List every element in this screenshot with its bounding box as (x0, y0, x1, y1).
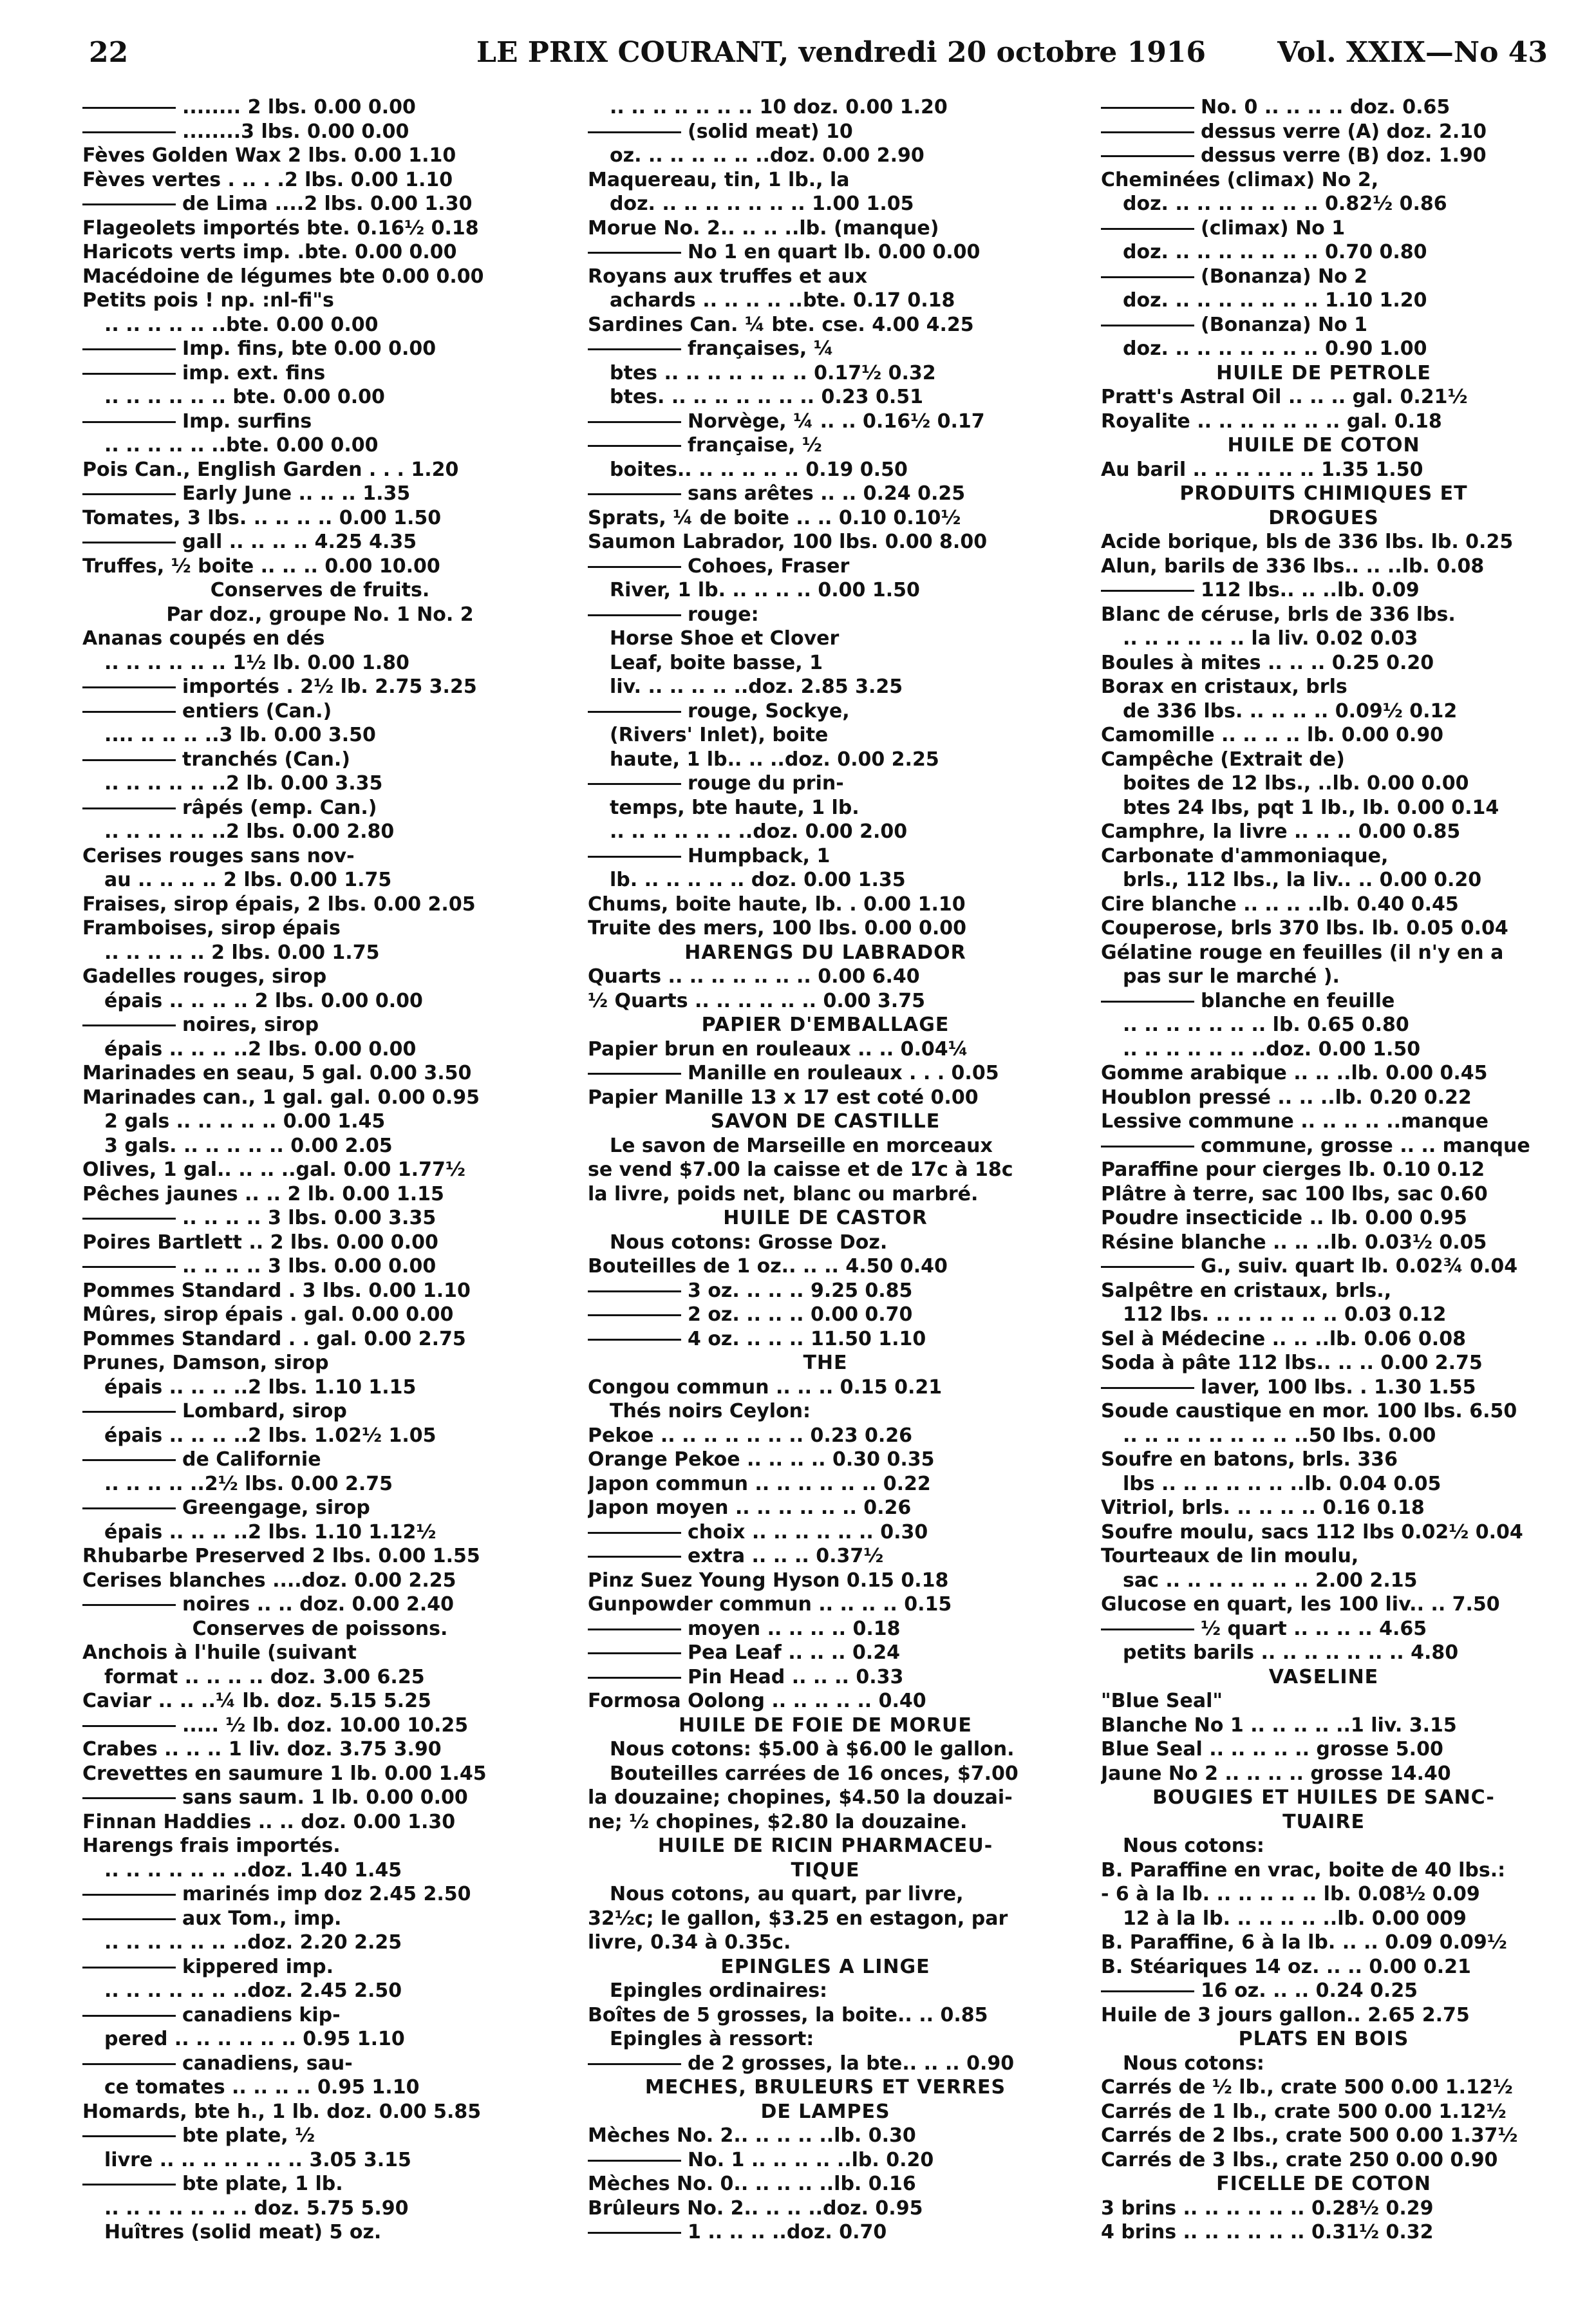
price-line: Boules à mites .. .. .. 0.25 0.20 (1101, 651, 1434, 674)
price-line: Pois Can., English Garden . . . 1.20 (82, 458, 459, 481)
price-line: Manille en rouleaux . . . 0.05 (588, 1061, 1063, 1086)
price-line: Marinades en seau, 5 gal. 0.00 3.50 (82, 1062, 472, 1084)
price-line: 112 lbs.. .. ..lb. 0.09 (1101, 578, 1546, 603)
price-line: ........3 lbs. 0.00 0.00 (82, 120, 558, 144)
section-heading: PLATS EN BOIS (1238, 2028, 1409, 2050)
price-line: B. Paraffine, 6 à la lb. .. .. 0.09 0.09½ (1101, 1931, 1507, 1954)
price-line: Haricots verts imp. .bte. 0.00 0.00 (82, 241, 457, 263)
price-line: 2 oz. .. .. .. 0.00 0.70 (588, 1303, 1063, 1327)
price-line: Flageolets importés bte. 0.16½ 0.18 (82, 216, 479, 240)
price-line: pas sur le marché ). (1123, 965, 1340, 988)
price-line: Tourteaux de lin moulu, (1101, 1545, 1359, 1567)
price-line: 12 à la lb. .. .. .. .. ..lb. 0.00 009 (1123, 1907, 1467, 1930)
price-line: gall .. .. .. .. 4.25 4.35 (82, 530, 558, 554)
price-line: (Bonanza) No 1 (1101, 313, 1546, 337)
price-line: Cheminées (climax) No 2, (1101, 168, 1379, 191)
price-line: Glucose en quart, les 100 liv.. .. 7.50 (1101, 1593, 1500, 1616)
price-column-3 (1101, 95, 1546, 2285)
section-heading: TUAIRE (1282, 1810, 1365, 1833)
price-line: 3 brins .. .. .. .. .. .. 0.28½ 0.29 (1101, 2196, 1434, 2220)
price-line: Nous cotons: $5.00 à $6.00 le gallon. (610, 1738, 1015, 1761)
section-heading: FICELLE DE COTON (1216, 2173, 1431, 2195)
price-line: Fèves vertes . .. . .2 lbs. 0.00 1.10 (82, 168, 453, 191)
price-line: Alun, barils de 336 lbs.. .. ..lb. 0.08 (1101, 554, 1485, 578)
price-line: aux Tom., imp. (82, 1907, 558, 1931)
section-heading: BOUGIES ET HUILES DE SANC- (1152, 1786, 1495, 1809)
price-line: Campêche (Extrait de) (1101, 748, 1345, 771)
section-heading: HUILE DE PETROLE (1216, 361, 1431, 384)
price-line: .. .. .. .. ..2½ lbs. 0.00 2.75 (104, 1472, 393, 1495)
section-heading: HUILE DE CASTOR (723, 1207, 928, 1229)
price-line: Japon commun .. .. .. .. .. .. 0.22 (588, 1472, 931, 1495)
volume-number: Vol. XXIX—No 43 (1277, 36, 1548, 69)
price-line: Nous cotons: (1123, 1835, 1264, 1857)
price-line: .. .. .. .. .. .. ..doz. 0.00 1.50 (1123, 1037, 1421, 1061)
price-line: noires .. .. doz. 0.00 2.40 (82, 1592, 558, 1617)
section-heading: DE LAMPES (760, 2100, 890, 2123)
price-line: marinés imp doz 2.45 2.50 (82, 1882, 558, 1907)
price-line: .... .. .. .. ..3 lb. 0.00 3.50 (104, 724, 376, 746)
section-heading: HARENGS DU LABRADOR (684, 941, 966, 964)
price-line: Macédoine de légumes bte 0.00 0.00 (82, 265, 484, 288)
price-line: .. .. .. .. .. ..bte. 0.00 0.00 (104, 434, 379, 457)
price-line: B. Stéariques 14 oz. .. .. 0.00 0.21 (1101, 1955, 1471, 1978)
price-line: livre .. .. .. .. .. .. .. 3.05 3.15 (104, 2148, 411, 2171)
page-header (77, 36, 1548, 81)
price-line: canadiens kip- (82, 2003, 558, 2028)
price-line: Congou commun .. .. .. 0.15 0.21 (588, 1375, 943, 1399)
price-line: ce tomates .. .. .. .. 0.95 1.10 (104, 2076, 420, 2099)
price-line: Epingles à ressort: (610, 2028, 814, 2050)
price-line: Nous cotons, au quart, par livre, (610, 1883, 964, 1905)
price-line: Blanc de céruse, brls de 336 lbs. (1101, 603, 1456, 626)
price-line: Leaf, boite basse, 1 (610, 651, 823, 674)
price-line: Camomille .. .. .. .. lb. 0.00 0.90 (1101, 724, 1444, 746)
price-line: dessus verre (A) doz. 2.10 (1101, 120, 1546, 144)
price-line: No. 1 .. .. .. .. ..lb. 0.20 (588, 2148, 1063, 2173)
price-line: Pêches jaunes .. .. 2 lb. 0.00 1.15 (82, 1182, 444, 1205)
price-line: btes. .. .. .. .. .. .. .. 0.23 0.51 (610, 386, 924, 408)
price-line: Pea Leaf .. .. .. 0.24 (588, 1641, 1063, 1665)
price-line: brls., 112 lbs., la liv.. .. 0.00 0.20 (1123, 869, 1482, 891)
price-line: Au baril .. .. .. .. .. .. 1.35 1.50 (1101, 458, 1423, 481)
price-line: 1 .. .. .. ..doz. 0.70 (588, 2220, 1063, 2245)
price-line: Lessive commune .. .. .. .. ..manque (1101, 1110, 1489, 1133)
price-line: Greengage, sirop (82, 1496, 558, 1520)
price-line: Quarts .. .. .. .. .. .. .. 0.00 6.40 (588, 965, 920, 988)
price-line: Prunes, Damson, sirop (82, 1352, 329, 1374)
section-heading: THE (803, 1352, 848, 1374)
price-line: Tomates, 3 lbs. .. .. .. .. 0.00 1.50 (82, 506, 442, 529)
price-line: Royans aux truffes et aux (588, 265, 868, 288)
price-line: Chums, boite haute, lb. . 0.00 1.10 (588, 892, 966, 916)
price-line: Epingles ordinaires: (610, 1979, 828, 2002)
section-heading: HUILE DE FOIE DE MORUE (679, 1714, 972, 1737)
price-line: Carrés de 1 lb., crate 500 0.00 1.12½ (1101, 2100, 1507, 2123)
price-line: Lombard, sirop (82, 1399, 558, 1424)
price-line: Brûleurs No. 2.. .. .. ..doz. 0.95 (588, 2196, 923, 2220)
price-line: Horse Shoe et Clover (610, 627, 840, 650)
price-line: oz. .. .. .. .. .. ..doz. 0.00 2.90 (610, 144, 925, 167)
price-line: épais .. .. .. ..2 lbs. 1.10 1.15 (104, 1375, 417, 1399)
price-line: bte plate, 1 lb. (82, 2172, 558, 2196)
price-line: Bouteilles de 1 oz.. .. .. 4.50 0.40 (588, 1255, 948, 1278)
price-line: Crabes .. .. .. 1 liv. doz. 3.75 3.90 (82, 1738, 442, 1761)
price-line: .. .. .. .. .. .. .. 10 doz. 0.00 1.20 (610, 96, 948, 118)
price-line: achards .. .. .. .. ..bte. 0.17 0.18 (610, 289, 955, 312)
price-line: Cerises blanches ....doz. 0.00 2.25 (82, 1569, 456, 1592)
price-line: Houblon pressé .. .. ..lb. 0.20 0.22 (1101, 1086, 1472, 1109)
price-line: .. .. .. .. .. ..2 lb. 0.00 3.35 (104, 772, 383, 795)
price-line: Rhubarbe Preserved 2 lbs. 0.00 1.55 (82, 1545, 480, 1567)
price-line: Carrés de ½ lb., crate 500 0.00 1.12½ (1101, 2076, 1513, 2099)
price-line: (climax) No 1 (1101, 216, 1546, 241)
price-line: (Bonanza) No 2 (1101, 265, 1546, 289)
price-line: Early June .. .. .. 1.35 (82, 482, 558, 506)
price-line: Pommes Standard . . gal. 0.00 2.75 (82, 1327, 466, 1350)
price-line: Le savon de Marseille en morceaux (610, 1134, 993, 1157)
price-line: Vitriol, brls. .. .. .. .. 0.16 0.18 (1101, 1496, 1425, 1519)
section-heading: SAVON DE CASTILLE (710, 1110, 941, 1133)
price-line: 32½c; le gallon, $3.25 en estagon, par (588, 1907, 1008, 1930)
price-line: Conserves de fruits. (210, 579, 430, 601)
price-line: Sprats, ¼ de boite .. .. 0.10 0.10½ (588, 506, 961, 529)
section-heading: HUILE DE RICIN PHARMACEU- (657, 1835, 993, 1857)
price-line: râpés (emp. Can.) (82, 796, 558, 820)
price-line: 3 gals. .. .. .. .. .. 0.00 2.05 (104, 1134, 393, 1157)
price-line: Gomme arabique .. .. ..lb. 0.00 0.45 (1101, 1062, 1488, 1084)
price-line: de 336 lbs. .. .. .. .. 0.09½ 0.12 (1123, 699, 1458, 722)
price-line: canadiens, sau- (82, 2052, 558, 2076)
price-line: Jaune No 2 .. .. .. .. grosse 14.40 (1101, 1762, 1451, 1785)
price-line: Petits pois ! np. :nl-fi"s (82, 289, 334, 312)
price-line: Norvège, ¼ .. .. 0.16½ 0.17 (588, 410, 1063, 434)
price-line: sac .. .. .. .. .. .. .. 2.00 2.15 (1123, 1569, 1418, 1592)
price-line: 16 oz. .. .. 0.24 0.25 (1101, 1979, 1546, 2003)
price-line: .. .. .. .. .. ..2 lbs. 0.00 2.80 (104, 820, 395, 843)
section-heading: DROGUES (1268, 506, 1379, 529)
price-line: No. 0 .. .. .. .. doz. 0.65 (1101, 95, 1546, 120)
price-line: (Rivers' Inlet), boite (610, 724, 829, 746)
price-line: Pin Head .. .. .. 0.33 (588, 1665, 1063, 1690)
price-line: Formosa Oolong .. .. .. .. .. 0.40 (588, 1690, 926, 1712)
section-heading: MECHES, BRULEURS ET VERRES (644, 2076, 1006, 2099)
price-line: Nous cotons: (1123, 2052, 1264, 2075)
price-line: Gadelles rouges, sirop (82, 965, 327, 988)
price-line: Boîtes de 5 grosses, la boite.. .. 0.85 (588, 2003, 988, 2026)
publication-title: LE PRIX COURANT, vendredi 20 octobre 1916 (476, 36, 1206, 69)
price-line: Imp. fins, bte 0.00 0.00 (82, 337, 558, 361)
price-line: G., suiv. quart lb. 0.02¾ 0.04 (1101, 1254, 1546, 1279)
price-line: temps, bte haute, 1 lb. (610, 796, 859, 819)
price-line: importés . 2½ lb. 2.75 3.25 (82, 675, 558, 699)
price-line: extra .. .. .. 0.37½ (588, 1544, 1063, 1569)
price-line: Royalite .. .. .. .. .. .. .. gal. 0.18 (1101, 410, 1442, 433)
price-line: Couperose, brls 370 lbs. lb. 0.05 0.04 (1101, 917, 1508, 939)
price-line: doz. .. .. .. .. .. .. .. 0.70 0.80 (1123, 241, 1427, 263)
price-line: 4 brins .. .. .. .. .. .. 0.31½ 0.32 (1101, 2221, 1434, 2243)
price-line: Saumon Labrador, 100 lbs. 0.00 8.00 (588, 531, 988, 553)
price-line: sans saum. 1 lb. 0.00 0.00 (82, 1786, 558, 1810)
price-line: format .. .. .. .. doz. 3.00 6.25 (104, 1665, 425, 1688)
price-line: rouge: (588, 603, 1063, 627)
price-line: pered .. .. .. .. .. .. 0.95 1.10 (104, 2028, 405, 2050)
price-line: .. .. .. .. .. .. 1½ lb. 0.00 1.80 (104, 651, 409, 674)
price-line: doz. .. .. .. .. .. .. .. 0.82½ 0.86 (1123, 193, 1447, 215)
price-line: Cire blanche .. .. .. ..lb. 0.40 0.45 (1101, 892, 1459, 916)
price-line: btes .. .. .. .. .. .. .. 0.17½ 0.32 (610, 361, 936, 384)
price-line: Cohoes, Fraser (588, 554, 1063, 579)
price-line: Paraffine pour cierges lb. 0.10 0.12 (1101, 1158, 1485, 1181)
price-line: la douzaine; chopines, $4.50 la douzai- (588, 1786, 1013, 1809)
page-number: 22 (89, 36, 129, 69)
price-line: Papier Manille 13 x 17 est coté 0.00 (588, 1086, 979, 1109)
price-line: Conserves de poissons. (192, 1617, 448, 1640)
price-line: doz. .. .. .. .. .. .. .. 0.90 1.00 (1123, 337, 1427, 360)
price-line: Soufre moulu, sacs 112 lbs 0.02½ 0.04 (1101, 1520, 1523, 1544)
price-line: Papier brun en rouleaux .. .. 0.04¼ (588, 1037, 968, 1061)
price-line: Camphre, la livre .. .. .. 0.00 0.85 (1101, 820, 1461, 843)
price-line: Truite des mers, 100 lbs. 0.00 0.00 (588, 917, 966, 939)
price-line: Acide borique, bls de 336 lbs. lb. 0.25 (1101, 531, 1514, 553)
price-line: Borax en cristaux, brls (1101, 675, 1347, 698)
price-line: Orange Pekoe .. .. .. .. 0.30 0.35 (588, 1448, 935, 1471)
price-line: Anchois à l'huile (suivant (82, 1641, 357, 1664)
price-line: Marinades can., 1 gal. gal. 0.00 0.95 (82, 1086, 480, 1109)
price-line: Salpêtre en cristaux, brls., (1101, 1279, 1392, 1302)
price-line: 2 gals .. .. .. .. .. 0.00 1.45 (104, 1110, 386, 1133)
price-line: Caviar .. .. ..¼ lb. doz. 5.15 5.25 (82, 1690, 431, 1712)
price-line: Fraises, sirop épais, 2 lbs. 0.00 2.05 (82, 892, 476, 916)
price-line: doz. .. .. .. .. .. .. .. 1.00 1.05 (610, 193, 914, 215)
price-line: Sel à Médecine .. .. ..lb. 0.06 0.08 (1101, 1327, 1466, 1350)
section-heading: VASELINE (1268, 1665, 1379, 1688)
price-line: Morue No. 2.. .. .. ..lb. (manque) (588, 216, 939, 240)
price-line: Crevettes en saumure 1 lb. 0.00 1.45 (82, 1762, 487, 1785)
price-line: laver, 100 lbs. . 1.30 1.55 (1101, 1375, 1546, 1400)
price-line: .. .. .. .. .. .. ..doz. 2.45 2.50 (104, 1979, 402, 2002)
price-line: .. .. .. .. .. .. .. .. ..50 lbs. 0.00 (1123, 1424, 1436, 1447)
price-line: Nous cotons: Grosse Doz. (610, 1231, 888, 1254)
price-column-1 (82, 95, 558, 2285)
price-line: livre, 0.34 à 0.35c. (588, 1931, 791, 1954)
price-line: Pratt's Astral Oil .. .. .. gal. 0.21½ (1101, 386, 1468, 408)
price-line: de 2 grosses, la bte.. .. .. 0.90 (588, 2052, 1063, 2076)
price-line: Pekoe .. .. .. .. .. .. .. 0.23 0.26 (588, 1424, 913, 1447)
price-line: boites.. .. .. .. .. .. 0.19 0.50 (610, 458, 908, 481)
price-line: épais .. .. .. .. 2 lbs. 0.00 0.00 (104, 989, 423, 1012)
price-line: Soufre en batons, brls. 336 (1101, 1448, 1398, 1471)
price-line: sans arêtes .. .. 0.24 0.25 (588, 482, 1063, 506)
price-line: se vend $7.00 la caisse et de 17c à 18c (588, 1158, 1013, 1181)
price-line: btes 24 lbs, pqt 1 lb., lb. 0.00 0.14 (1123, 796, 1499, 819)
price-line: française, ½ (588, 433, 1063, 458)
section-heading: HUILE DE COTON (1227, 434, 1420, 457)
price-line: Soude caustique en mor. 100 lbs. 6.50 (1101, 1400, 1517, 1422)
price-line: au .. .. .. .. 2 lbs. 0.00 1.75 (104, 869, 392, 891)
section-heading: PAPIER D'EMBALLAGE (701, 1014, 950, 1036)
price-line: entiers (Can.) (82, 699, 558, 724)
price-line: dessus verre (B) doz. 1.90 (1101, 144, 1546, 168)
price-line: Pommes Standard . 3 lbs. 0.00 1.10 (82, 1279, 471, 1302)
price-line: Mèches No. 2.. .. .. .. ..lb. 0.30 (588, 2124, 916, 2147)
price-line: Harengs frais importés. (82, 1835, 341, 1857)
price-line: .. .. .. .. 3 lbs. 0.00 3.35 (82, 1206, 558, 1231)
price-line: Framboises, sirop épais (82, 917, 341, 939)
price-line: Japon moyen .. .. .. .. .. .. 0.26 (588, 1496, 912, 1519)
price-line: .. .. .. .. .. .. bte. 0.00 0.00 (104, 386, 385, 408)
section-heading: TIQUE (791, 1858, 860, 1882)
price-line: Carbonate d'ammoniaque, (1101, 844, 1389, 867)
price-line: .. .. .. .. .. ..bte. 0.00 0.00 (104, 313, 379, 336)
price-line: Cerises rouges sans nov- (82, 844, 355, 867)
price-line: Maquereau, tin, 1 lb., la (588, 168, 850, 191)
price-line: moyen .. .. .. .. 0.18 (588, 1617, 1063, 1641)
price-line: boites de 12 lbs., ..lb. 0.00 0.00 (1123, 772, 1469, 795)
price-line: Huile de 3 jours gallon.. 2.65 2.75 (1101, 2003, 1470, 2026)
section-heading: PRODUITS CHIMIQUES ET (1179, 482, 1468, 505)
price-line: rouge du prin- (588, 771, 1063, 796)
price-line: Humpback, 1 (588, 844, 1063, 869)
price-line: épais .. .. .. ..2 lbs. 0.00 0.00 (104, 1037, 417, 1061)
price-line: petits barils .. .. .. .. .. .. .. 4.80 (1123, 1641, 1459, 1664)
price-line: Fèves Golden Wax 2 lbs. 0.00 1.10 (82, 144, 456, 167)
price-line: Soda à pâte 112 lbs.. .. .. 0.00 2.75 (1101, 1352, 1483, 1374)
price-line: Blanche No 1 .. .. .. .. ..1 liv. 3.15 (1101, 1714, 1457, 1737)
price-line: Poudre insecticide .. lb. 0.00 0.95 (1101, 1207, 1467, 1229)
price-line: Mûres, sirop épais . gal. 0.00 0.00 (82, 1303, 454, 1326)
price-line: Sardines Can. ¼ bte. cse. 4.00 4.25 (588, 313, 974, 336)
price-line: Huîtres (solid meat) 5 oz. (104, 2221, 382, 2243)
price-line: River, 1 lb. .. .. .. .. 0.00 1.50 (610, 579, 920, 601)
price-line: noires, sirop (82, 1013, 558, 1037)
price-line: Carrés de 2 lbs., crate 500 0.00 1.37½ (1101, 2124, 1518, 2147)
price-line: ½ Quarts .. .. .. .. .. .. 0.00 3.75 (588, 989, 925, 1012)
price-column-2 (588, 95, 1063, 2285)
price-line: B. Paraffine en vrac, boite de 40 lbs.: (1101, 1858, 1506, 1882)
price-line: lb. .. .. .. .. .. doz. 0.00 1.35 (610, 869, 906, 891)
price-line: Bouteilles carrées de 16 onces, $7.00 (610, 1762, 1019, 1785)
price-line: kippered imp. (82, 1955, 558, 1979)
price-line: ..... ½ lb. doz. 10.00 10.25 (82, 1714, 558, 1738)
price-line: .. .. .. .. .. .. ..doz. 0.00 2.00 (610, 820, 908, 843)
price-line: haute, 1 lb.. .. ..doz. 0.00 2.25 (610, 748, 939, 771)
price-line: Olives, 1 gal.. .. .. ..gal. 0.00 1.77½ (82, 1158, 465, 1181)
price-line: rouge, Sockye, (588, 699, 1063, 724)
price-line: Poires Bartlett .. 2 lbs. 0.00 0.00 (82, 1231, 438, 1254)
price-line: Carrés de 3 lbs., crate 250 0.00 0.90 (1101, 2148, 1498, 2171)
price-line: Pinz Suez Young Hyson 0.15 0.18 (588, 1569, 949, 1592)
price-line: de Lima ....2 lbs. 0.00 1.30 (82, 192, 558, 216)
price-line: Gélatine rouge en feuilles (il n'y en a (1101, 941, 1504, 964)
price-line: .. .. .. .. .. .. ..doz. 2.20 2.25 (104, 1931, 402, 1954)
price-line: .. .. .. .. .. .. ..doz. 1.40 1.45 (104, 1858, 402, 1882)
price-line: épais .. .. .. ..2 lbs. 1.10 1.12½ (104, 1520, 437, 1544)
price-line: Gunpowder commun .. .. .. .. 0.15 (588, 1593, 952, 1616)
price-line: Plâtre à terre, sac 100 lbs, sac 0.60 (1101, 1182, 1488, 1205)
price-line: françaises, ¼ (588, 337, 1063, 361)
price-line: .. .. .. .. .. 2 lbs. 0.00 1.75 (104, 941, 380, 964)
price-line: imp. ext. fins (82, 361, 558, 386)
price-line: .. .. .. .. .. .. .. lb. 0.65 0.80 (1123, 1014, 1409, 1036)
price-line: Mèches No. 0.. .. .. .. ..lb. 0.16 (588, 2173, 916, 2195)
price-line: ........ 2 lbs. 0.00 0.00 (82, 95, 558, 120)
price-line: No 1 en quart lb. 0.00 0.00 (588, 240, 1063, 265)
price-line: lbs .. .. .. .. .. .. ..lb. 0.04 0.05 (1123, 1472, 1441, 1495)
price-line: de Californie (82, 1448, 558, 1472)
price-line: ½ quart .. .. .. .. 4.65 (1101, 1617, 1546, 1641)
price-line: doz. .. .. .. .. .. .. .. 1.10 1.20 (1123, 289, 1427, 312)
price-line: blanche en feuille (1101, 989, 1546, 1014)
price-line: ne; ½ chopines, $2.80 la douzaine. (588, 1810, 968, 1833)
price-line: Finnan Haddies .. .. doz. 0.00 1.30 (82, 1810, 456, 1833)
price-line: "Blue Seal" (1101, 1690, 1223, 1712)
price-line: 3 oz. .. .. .. 9.25 0.85 (588, 1279, 1063, 1303)
price-line: Imp. surfins (82, 410, 558, 434)
price-line: Résine blanche .. .. ..lb. 0.03½ 0.05 (1101, 1231, 1487, 1254)
price-line: choix .. .. .. .. .. .. 0.30 (588, 1520, 1063, 1545)
price-line: .. .. .. .. .. .. la liv. 0.02 0.03 (1123, 627, 1418, 650)
price-line: .. .. .. .. .. .. .. doz. 5.75 5.90 (104, 2196, 409, 2220)
price-line: bte plate, ½ (82, 2124, 558, 2148)
price-line: .. .. .. .. 3 lbs. 0.00 0.00 (82, 1254, 558, 1279)
price-line: - 6 à la lb. .. .. .. .. .. lb. 0.08½ 0.09 (1101, 1883, 1480, 1905)
price-line: Ananas coupés en dés (82, 627, 325, 650)
price-line: épais .. .. .. ..2 lbs. 1.02½ 1.05 (104, 1424, 437, 1447)
price-line: Thés noirs Ceylon: (610, 1400, 811, 1422)
section-heading: EPINGLES A LINGE (720, 1955, 930, 1978)
price-line: 112 lbs. .. .. .. .. .. .. 0.03 0.12 (1123, 1303, 1447, 1326)
price-line: la livre, poids net, blanc ou marbré. (588, 1182, 979, 1205)
price-line: commune, grosse .. .. manque (1101, 1134, 1546, 1158)
price-line: Truffes, ½ boite .. .. .. 0.00 10.00 (82, 554, 440, 578)
price-line: Par doz., groupe No. 1 No. 2 (166, 603, 474, 626)
price-line: Blue Seal .. .. .. .. .. grosse 5.00 (1101, 1738, 1443, 1761)
price-line: tranchés (Can.) (82, 748, 558, 772)
price-line: Homards, bte h., 1 lb. doz. 0.00 5.85 (82, 2100, 482, 2123)
price-line: 4 oz. .. .. .. 11.50 1.10 (588, 1327, 1063, 1352)
price-line: (solid meat) 10 (588, 120, 1063, 144)
price-line: liv. .. .. .. .. ..doz. 2.85 3.25 (610, 675, 903, 698)
